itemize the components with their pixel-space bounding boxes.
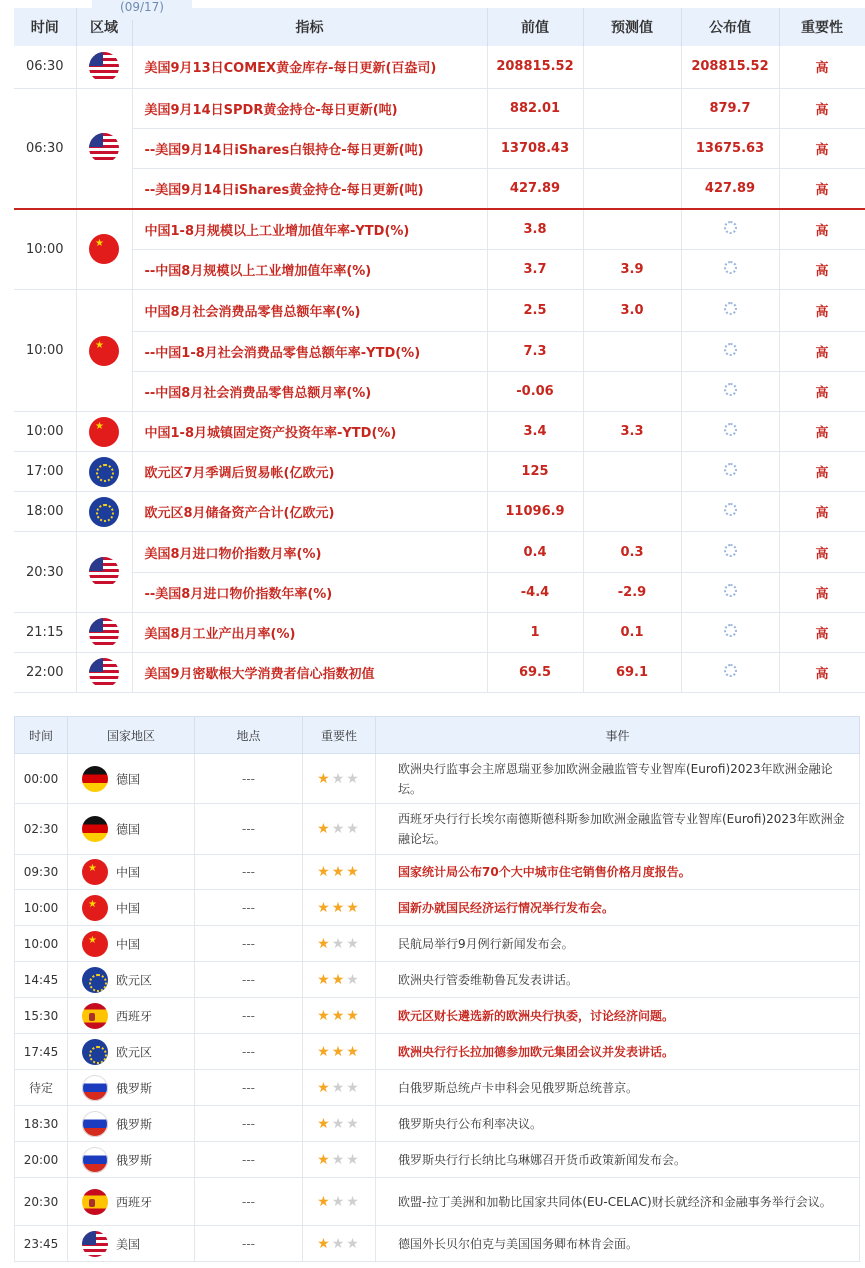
indicator-time: 21:15 xyxy=(14,613,76,653)
es-flag-icon xyxy=(82,1003,108,1029)
indicator-time: 10:00 xyxy=(14,412,76,452)
event-row[interactable] xyxy=(15,1178,860,1226)
indicator-importance: 高 xyxy=(779,492,865,532)
us-flag-icon xyxy=(89,557,119,587)
indicator-previous: 3.4 xyxy=(487,412,583,452)
event-location: --- xyxy=(195,1034,303,1070)
loading-spinner-icon xyxy=(724,343,737,356)
loading-spinner-icon xyxy=(724,664,737,677)
indicator-previous: 13708.43 xyxy=(487,128,583,168)
event-country xyxy=(68,1034,195,1070)
header-importance: 重要性 xyxy=(303,717,376,754)
indicator-importance: 高 xyxy=(779,168,865,209)
region-flag-cell xyxy=(76,492,132,532)
star-filled-icon: ★ xyxy=(346,864,361,880)
event-importance xyxy=(303,1106,376,1142)
star-filled-icon: ★ xyxy=(317,1193,332,1210)
indicator-forecast: 0.3 xyxy=(583,532,681,573)
indicator-forecast: 3.3 xyxy=(583,412,681,452)
event-time: 20:00 xyxy=(15,1142,68,1178)
event-location: --- xyxy=(195,1226,303,1262)
indicator-importance: 高 xyxy=(779,128,865,168)
indicator-row[interactable] xyxy=(14,128,865,168)
star-filled-icon: ★ xyxy=(317,1235,332,1252)
indicator-previous: 3.7 xyxy=(487,250,583,290)
indicator-forecast: -2.9 xyxy=(583,573,681,613)
indicator-forecast xyxy=(583,332,681,372)
indicator-name[interactable]: 中国1-8月城镇固定资产投资年率-YTD(%) xyxy=(132,412,487,452)
region-flag-cell xyxy=(76,653,132,693)
star-filled-icon: ★ xyxy=(346,1007,361,1024)
event-description[interactable]: 欧洲央行管委维勒鲁瓦发表讲话。 xyxy=(376,962,860,998)
indicator-importance: 高 xyxy=(779,613,865,653)
indicator-actual: 427.89 xyxy=(681,168,779,209)
event-location: --- xyxy=(195,1106,303,1142)
region-flag-cell xyxy=(76,452,132,492)
indicator-actual xyxy=(681,532,779,573)
indicator-previous: 7.3 xyxy=(487,332,583,372)
country-name: 欧元区 xyxy=(116,973,153,987)
star-empty-icon: ★ xyxy=(346,1235,361,1252)
header-time: 时间 xyxy=(15,717,68,754)
indicator-importance: 高 xyxy=(779,88,865,128)
event-location: --- xyxy=(195,998,303,1034)
region-flag-cell xyxy=(76,412,132,452)
event-importance xyxy=(303,1226,376,1262)
loading-spinner-icon xyxy=(724,302,737,315)
star-filled-icon: ★ xyxy=(317,1043,332,1060)
event-location: --- xyxy=(195,926,303,962)
de-flag-icon xyxy=(82,816,108,842)
event-importance xyxy=(303,962,376,998)
indicator-previous: 125 xyxy=(487,452,583,492)
indicator-forecast xyxy=(583,88,681,128)
event-location: --- xyxy=(195,1070,303,1106)
event-time: 10:00 xyxy=(15,890,68,926)
indicator-forecast xyxy=(583,128,681,168)
event-description[interactable]: 欧洲央行监事会主席恩瑞亚参加欧洲金融监管专业智库(Eurofi)2023年欧洲金融论坛。 xyxy=(376,754,860,804)
indicator-previous: 2.5 xyxy=(487,290,583,332)
indicator-previous: 208815.52 xyxy=(487,46,583,88)
event-description[interactable]: 欧元区财长遴选新的欧洲央行执委，讨论经济问题。 xyxy=(376,998,860,1034)
ru-flag-icon xyxy=(82,1111,108,1137)
event-time: 10:00 xyxy=(15,926,68,962)
star-filled-icon: ★ xyxy=(346,1043,361,1060)
indicator-forecast xyxy=(583,46,681,88)
indicators-table xyxy=(14,8,865,693)
event-location: --- xyxy=(195,804,303,855)
ru-flag-icon xyxy=(82,1147,108,1173)
indicator-importance: 高 xyxy=(779,332,865,372)
indicator-actual xyxy=(681,613,779,653)
star-filled-icon: ★ xyxy=(331,1043,347,1060)
event-description[interactable]: 德国外长贝尔伯克与美国国务卿布林肯会面。 xyxy=(376,1226,860,1262)
indicator-actual xyxy=(681,332,779,372)
cn-flag-icon xyxy=(89,336,119,366)
indicator-importance: 高 xyxy=(779,452,865,492)
event-row[interactable] xyxy=(15,855,860,890)
star-empty-icon: ★ xyxy=(331,1115,347,1132)
loading-spinner-icon xyxy=(724,423,737,436)
es-flag-icon xyxy=(82,1189,108,1215)
country-name: 德国 xyxy=(116,822,141,837)
header-previous: 前值 xyxy=(487,8,583,46)
event-description[interactable]: 国家统计局公布70个大中城市住宅销售价格月度报告。 xyxy=(376,855,860,890)
indicator-previous: -4.4 xyxy=(487,573,583,613)
events-header-row xyxy=(15,717,860,754)
event-description[interactable]: 俄罗斯央行行长纳比乌琳娜召开货币政策新闻发布会。 xyxy=(376,1142,860,1178)
indicator-previous: 0.4 xyxy=(487,532,583,573)
indicator-forecast: 69.1 xyxy=(583,653,681,693)
indicator-row[interactable] xyxy=(14,88,865,128)
us-flag-icon xyxy=(82,1231,108,1257)
indicator-forecast: 0.1 xyxy=(583,613,681,653)
event-time: 待定 xyxy=(15,1070,68,1106)
country-name: 俄罗斯 xyxy=(116,1081,153,1095)
star-filled-icon: ★ xyxy=(346,899,361,916)
header-forecast: 预测值 xyxy=(583,8,681,46)
event-country xyxy=(68,890,195,926)
indicator-time: 06:30 xyxy=(14,88,76,209)
indicator-name[interactable]: 欧元区8月储备资产合计(亿欧元) xyxy=(132,492,487,532)
event-row[interactable] xyxy=(15,804,860,855)
indicator-name[interactable]: --中国8月社会消费品零售总额月率(%) xyxy=(132,372,487,412)
cn-flag-icon xyxy=(82,931,108,957)
header-indicator: 指标 xyxy=(132,8,487,46)
event-country xyxy=(68,1070,195,1106)
star-filled-icon: ★ xyxy=(317,864,332,880)
indicator-name[interactable]: 美国9月13日COMEX黄金库存-每日更新(百盎司) xyxy=(132,46,487,88)
us-flag-icon xyxy=(89,133,119,163)
indicator-actual: 208815.52 xyxy=(681,46,779,88)
header-event: 事件 xyxy=(376,717,860,754)
event-importance xyxy=(303,1142,376,1178)
indicator-row[interactable] xyxy=(14,653,865,693)
star-empty-icon: ★ xyxy=(331,935,347,952)
indicator-actual xyxy=(681,250,779,290)
indicator-row[interactable] xyxy=(14,452,865,492)
indicator-name[interactable]: 欧元区7月季调后贸易帐(亿欧元) xyxy=(132,452,487,492)
events-panel xyxy=(14,716,859,1262)
indicator-time: 10:00 xyxy=(14,290,76,412)
header-country: 国家地区 xyxy=(68,717,195,754)
star-empty-icon: ★ xyxy=(331,770,347,787)
indicator-row[interactable] xyxy=(14,209,865,250)
country-name: 俄罗斯 xyxy=(116,1153,153,1167)
indicator-actual xyxy=(681,492,779,532)
eu-flag-icon xyxy=(82,967,108,993)
event-row[interactable] xyxy=(15,1226,860,1262)
eu-flag-icon xyxy=(89,457,119,487)
cn-flag-icon xyxy=(89,417,119,447)
region-flag-cell xyxy=(76,532,132,613)
indicator-actual xyxy=(681,452,779,492)
indicator-time: 22:00 xyxy=(14,653,76,693)
event-importance xyxy=(303,998,376,1034)
event-row[interactable] xyxy=(15,1070,860,1106)
indicator-name[interactable]: 美国9月14日SPDR黄金持仓-每日更新(吨) xyxy=(132,88,487,128)
indicator-actual xyxy=(681,653,779,693)
star-filled-icon: ★ xyxy=(317,1007,332,1024)
indicator-previous: 3.8 xyxy=(487,209,583,250)
event-country xyxy=(68,1178,195,1226)
indicator-previous: -0.06 xyxy=(487,372,583,412)
indicator-name[interactable]: 美国9月密歇根大学消费者信心指数初值 xyxy=(132,653,487,693)
indicator-name[interactable]: --美国9月14日iShares黄金持仓-每日更新(吨) xyxy=(132,168,487,209)
indicator-importance: 高 xyxy=(779,209,865,250)
star-filled-icon: ★ xyxy=(331,1007,347,1024)
event-importance xyxy=(303,1178,376,1226)
indicator-importance: 高 xyxy=(779,372,865,412)
star-empty-icon: ★ xyxy=(346,1115,361,1132)
star-empty-icon: ★ xyxy=(331,1193,347,1210)
country-name: 西班牙 xyxy=(116,1195,153,1209)
indicator-previous: 427.89 xyxy=(487,168,583,209)
indicator-name[interactable]: 美国8月进口物价指数月率(%) xyxy=(132,532,487,573)
indicator-actual xyxy=(681,209,779,250)
event-time: 20:30 xyxy=(15,1178,68,1226)
star-empty-icon: ★ xyxy=(346,1079,361,1096)
loading-spinner-icon xyxy=(724,221,737,234)
event-row[interactable] xyxy=(15,754,860,804)
event-importance xyxy=(303,926,376,962)
event-row[interactable] xyxy=(15,1142,860,1178)
event-country xyxy=(68,855,195,890)
country-name: 美国 xyxy=(116,1237,141,1251)
cn-flag-icon xyxy=(82,895,108,921)
country-name: 西班牙 xyxy=(116,1009,153,1023)
indicator-row[interactable] xyxy=(14,46,865,88)
indicator-row[interactable] xyxy=(14,613,865,653)
indicator-importance: 高 xyxy=(779,250,865,290)
indicator-row[interactable] xyxy=(14,412,865,452)
event-time: 23:45 xyxy=(15,1226,68,1262)
cn-flag-icon xyxy=(82,859,108,885)
cn-flag-icon xyxy=(89,234,119,264)
star-empty-icon: ★ xyxy=(346,971,361,988)
indicator-importance: 高 xyxy=(779,46,865,88)
event-country xyxy=(68,1106,195,1142)
event-time: 17:45 xyxy=(15,1034,68,1070)
event-importance xyxy=(303,855,376,890)
star-filled-icon: ★ xyxy=(331,971,347,988)
indicator-actual xyxy=(681,573,779,613)
event-description[interactable]: 白俄罗斯总统卢卡申科会见俄罗斯总统普京。 xyxy=(376,1070,860,1106)
country-name: 俄罗斯 xyxy=(116,1117,153,1131)
indicator-name[interactable]: --美国9月14日iShares白银持仓-每日更新(吨) xyxy=(132,128,487,168)
event-description[interactable]: 欧盟-拉丁美洲和加勒比国家共同体(EU-CELAC)财长就经济和金融事务举行会议。 xyxy=(376,1178,860,1226)
event-location: --- xyxy=(195,1178,303,1226)
star-filled-icon: ★ xyxy=(317,1079,332,1096)
indicator-importance: 高 xyxy=(779,532,865,573)
event-description[interactable]: 欧洲央行行长拉加德参加欧元集团会议并发表讲话。 xyxy=(376,1034,860,1070)
indicator-previous: 11096.9 xyxy=(487,492,583,532)
indicator-actual: 879.7 xyxy=(681,88,779,128)
header-importance: 重要性 xyxy=(779,8,865,46)
event-country xyxy=(68,1142,195,1178)
indicator-actual xyxy=(681,372,779,412)
event-row[interactable] xyxy=(15,926,860,962)
star-empty-icon: ★ xyxy=(331,1235,347,1252)
eu-flag-icon xyxy=(89,497,119,527)
ru-flag-icon xyxy=(82,1075,108,1101)
star-filled-icon: ★ xyxy=(317,935,332,952)
us-flag-icon xyxy=(89,658,119,688)
star-filled-icon: ★ xyxy=(317,821,332,837)
indicator-row[interactable] xyxy=(14,290,865,332)
indicator-time: 10:00 xyxy=(14,209,76,290)
loading-spinner-icon xyxy=(724,624,737,637)
economic-indicators-panel xyxy=(14,0,865,693)
event-description[interactable]: 民航局举行9月例行新闻发布会。 xyxy=(376,926,860,962)
indicator-name[interactable]: 美国8月工业产出月率(%) xyxy=(132,613,487,653)
indicator-row[interactable] xyxy=(14,332,865,372)
star-empty-icon: ★ xyxy=(346,1151,361,1168)
indicator-row[interactable] xyxy=(14,492,865,532)
country-name: 中国 xyxy=(116,865,141,880)
indicator-time: 17:00 xyxy=(14,452,76,492)
event-country xyxy=(68,1226,195,1262)
event-importance xyxy=(303,754,376,804)
loading-spinner-icon xyxy=(724,503,737,516)
event-description[interactable]: 俄罗斯央行公布利率决议。 xyxy=(376,1106,860,1142)
indicator-row[interactable] xyxy=(14,573,865,613)
events-table xyxy=(14,716,860,1262)
indicator-time: 06:30 xyxy=(14,46,76,88)
indicator-time: 20:30 xyxy=(14,532,76,613)
loading-spinner-icon xyxy=(724,584,737,597)
star-filled-icon: ★ xyxy=(317,770,332,787)
event-country xyxy=(68,998,195,1034)
event-country xyxy=(68,962,195,998)
indicator-forecast xyxy=(583,492,681,532)
loading-spinner-icon xyxy=(724,261,737,274)
event-time: 18:30 xyxy=(15,1106,68,1142)
event-location: --- xyxy=(195,1142,303,1178)
indicator-forecast xyxy=(583,452,681,492)
region-flag-cell xyxy=(76,613,132,653)
star-filled-icon: ★ xyxy=(317,899,332,916)
event-location: --- xyxy=(195,962,303,998)
event-time: 02:30 xyxy=(15,804,68,855)
region-flag-cell xyxy=(76,290,132,412)
star-filled-icon: ★ xyxy=(331,899,347,916)
country-name: 中国 xyxy=(116,901,141,915)
event-country xyxy=(68,804,195,855)
indicator-forecast xyxy=(583,372,681,412)
country-name: 中国 xyxy=(116,937,141,951)
event-time: 09:30 xyxy=(15,855,68,890)
indicator-row[interactable] xyxy=(14,168,865,209)
event-country xyxy=(68,926,195,962)
loading-spinner-icon xyxy=(724,383,737,396)
indicator-row[interactable] xyxy=(14,250,865,290)
indicator-forecast: 3.9 xyxy=(583,250,681,290)
event-description[interactable]: 国新办就国民经济运行情况举行发布会。 xyxy=(376,890,860,926)
loading-spinner-icon xyxy=(724,544,737,557)
indicator-importance: 高 xyxy=(779,653,865,693)
indicator-previous: 1 xyxy=(487,613,583,653)
event-description[interactable]: 西班牙央行行长埃尔南德斯德科斯参加欧洲金融监管专业智库(Eurofi)2023年欧洲金融论坛。 xyxy=(376,804,860,855)
indicator-actual: 13675.63 xyxy=(681,128,779,168)
indicator-importance: 高 xyxy=(779,290,865,332)
star-empty-icon: ★ xyxy=(346,1193,361,1210)
indicator-forecast xyxy=(583,168,681,209)
eu-flag-icon xyxy=(82,1039,108,1065)
event-time: 15:30 xyxy=(15,998,68,1034)
event-location: --- xyxy=(195,890,303,926)
date-tab[interactable]: (09/17) xyxy=(92,0,192,20)
star-empty-icon: ★ xyxy=(331,1079,347,1096)
event-location: --- xyxy=(195,754,303,804)
event-row[interactable] xyxy=(15,962,860,998)
indicator-actual xyxy=(681,290,779,332)
indicator-time: 18:00 xyxy=(14,492,76,532)
event-country xyxy=(68,754,195,804)
event-row[interactable] xyxy=(15,1106,860,1142)
star-empty-icon: ★ xyxy=(346,935,361,952)
event-row[interactable] xyxy=(15,890,860,926)
indicator-name[interactable]: --中国8月规模以上工业增加值年率(%) xyxy=(132,250,487,290)
star-empty-icon: ★ xyxy=(331,1151,347,1168)
indicator-previous: 69.5 xyxy=(487,653,583,693)
star-filled-icon: ★ xyxy=(331,864,347,880)
star-empty-icon: ★ xyxy=(331,821,347,837)
event-row[interactable] xyxy=(15,998,860,1034)
us-flag-icon xyxy=(89,618,119,648)
loading-spinner-icon xyxy=(724,463,737,476)
indicator-name[interactable]: --美国8月进口物价指数年率(%) xyxy=(132,573,487,613)
indicator-importance: 高 xyxy=(779,412,865,452)
star-filled-icon: ★ xyxy=(317,1115,332,1132)
country-name: 欧元区 xyxy=(116,1045,153,1059)
indicator-actual xyxy=(681,412,779,452)
header-actual: 公布值 xyxy=(681,8,779,46)
indicator-row[interactable] xyxy=(14,532,865,573)
country-name: 德国 xyxy=(116,772,141,786)
event-importance xyxy=(303,1070,376,1106)
star-empty-icon: ★ xyxy=(346,770,361,787)
header-time: 时间 xyxy=(14,8,76,46)
event-location: --- xyxy=(195,855,303,890)
region-flag-cell xyxy=(76,46,132,88)
indicator-forecast: 3.0 xyxy=(583,290,681,332)
indicator-row[interactable] xyxy=(14,372,865,412)
indicator-name[interactable]: 中国1-8月规模以上工业增加值年率-YTD(%) xyxy=(132,209,487,250)
indicator-forecast xyxy=(583,209,681,250)
star-filled-icon: ★ xyxy=(317,1151,332,1168)
star-empty-icon: ★ xyxy=(346,821,361,837)
us-flag-icon xyxy=(89,52,119,82)
de-flag-icon xyxy=(82,766,108,792)
header-location: 地点 xyxy=(195,717,303,754)
indicator-importance: 高 xyxy=(779,573,865,613)
indicator-name[interactable]: --中国1-8月社会消费品零售总额年率-YTD(%) xyxy=(132,332,487,372)
event-importance xyxy=(303,890,376,926)
region-flag-cell xyxy=(76,209,132,290)
event-row[interactable] xyxy=(15,1034,860,1070)
indicator-name[interactable]: 中国8月社会消费品零售总额年率(%) xyxy=(132,290,487,332)
header-region: 区域 xyxy=(76,8,132,46)
event-importance xyxy=(303,804,376,855)
indicator-previous: 882.01 xyxy=(487,88,583,128)
event-importance xyxy=(303,1034,376,1070)
region-flag-cell xyxy=(76,88,132,209)
star-filled-icon: ★ xyxy=(317,971,332,988)
event-time: 14:45 xyxy=(15,962,68,998)
event-time: 00:00 xyxy=(15,754,68,804)
